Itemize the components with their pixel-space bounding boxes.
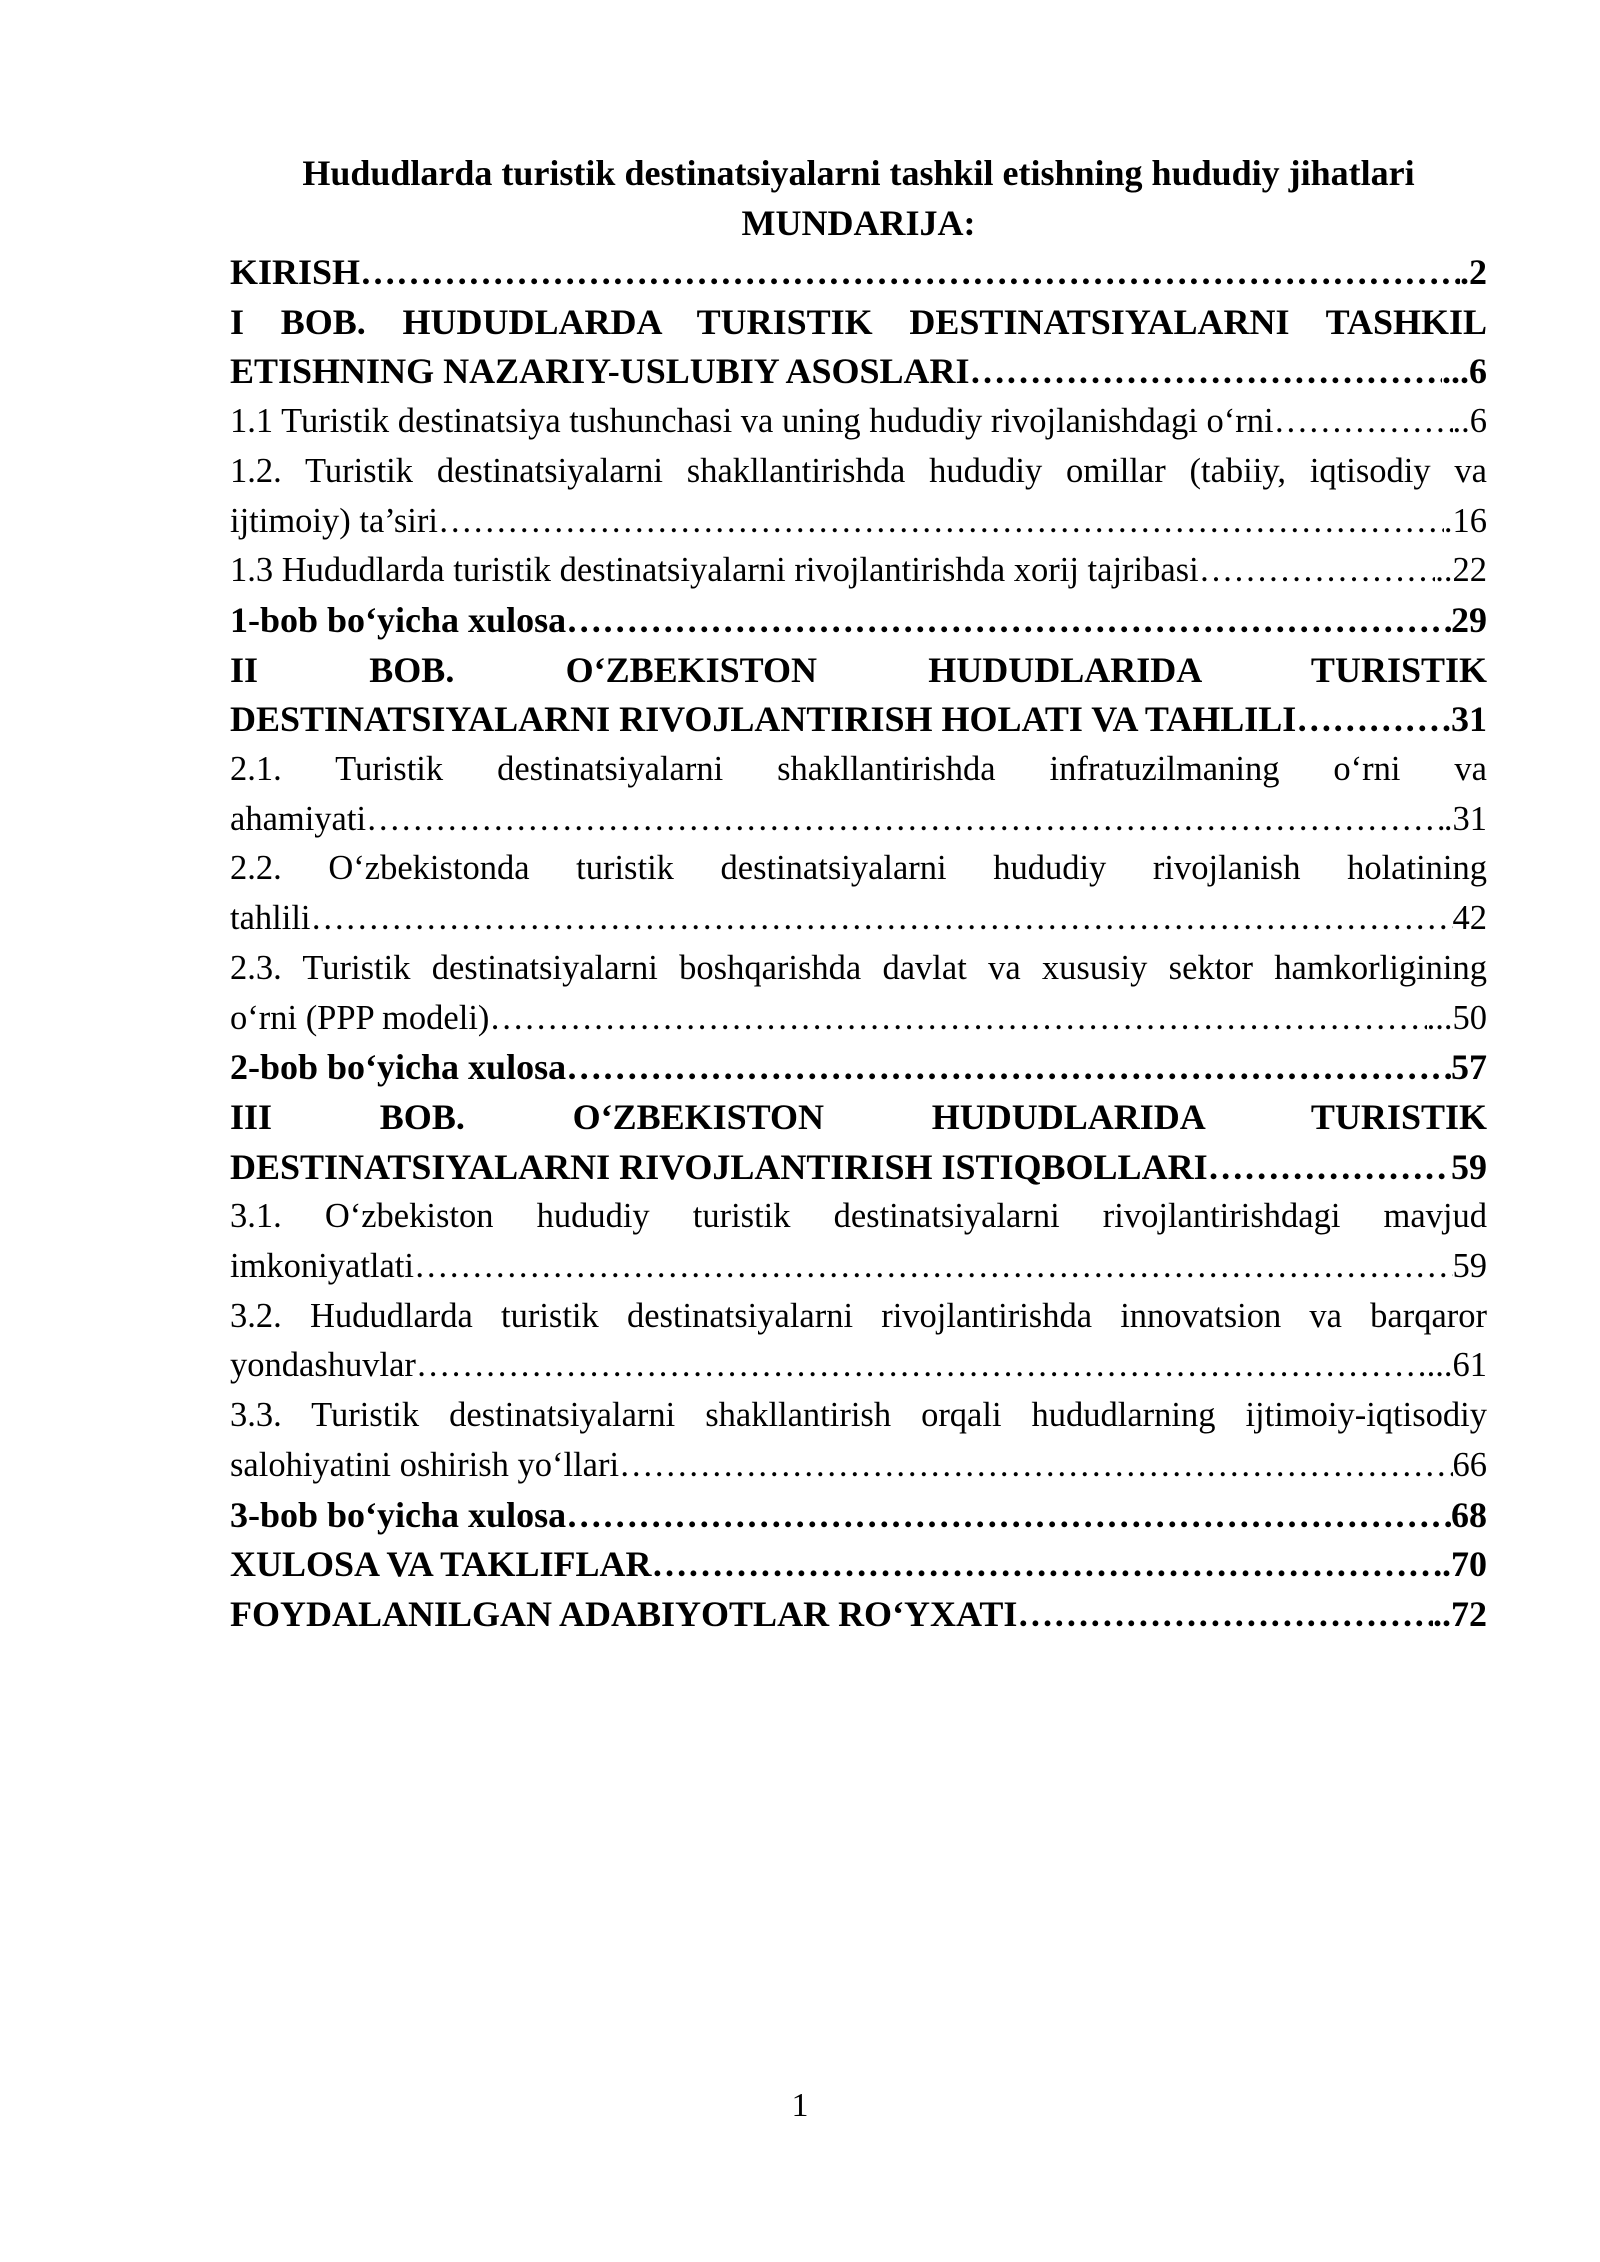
- dot-leader: [414, 1242, 1453, 1292]
- dot-leader: [416, 1341, 1427, 1391]
- toc-entry-page: .31: [1442, 699, 1487, 740]
- toc-entry-lead: II BOB. O‘ZBEKISTON HUDUDLARIDA TURISTIK: [230, 649, 1487, 690]
- toc-entry-kirish: [230, 248, 1487, 298]
- toc-entry-s2-1: [230, 745, 1487, 844]
- toc-entry-page: 59: [1452, 1247, 1487, 1286]
- toc-entry-s2-2: [230, 844, 1487, 943]
- dot-leader: [360, 248, 1460, 298]
- toc-entry-label: imkoniyatlati: [230, 1247, 414, 1286]
- toc-entry-label: KIRISH: [230, 252, 361, 292]
- toc-entry-xulosa3: [230, 1491, 1487, 1541]
- toc-entry-lead: III BOB. O‘ZBEKISTON HUDUDLARIDA TURISTIK: [230, 1096, 1487, 1137]
- toc-entry-page: .70: [1442, 1544, 1487, 1585]
- dot-leader: [1017, 1590, 1433, 1640]
- toc-entry-line: [230, 1491, 1487, 1541]
- dot-leader: [1274, 397, 1453, 447]
- toc-entry-label: tahlili: [230, 899, 311, 938]
- toc-entry-label: FOYDALANILGAN ADABIYOTLAR RO‘YXATI: [230, 1593, 1018, 1634]
- toc-entry-page: 59: [1451, 1146, 1487, 1187]
- dot-leader: [566, 1491, 1451, 1541]
- toc-entry-page: 57: [1451, 1047, 1487, 1088]
- toc-entry-label: o‘rni (PPP modeli): [230, 998, 490, 1037]
- toc-entry-label: XULOSA VA TAKLIFLAR: [230, 1544, 652, 1585]
- toc-entry-s2-3: [230, 944, 1487, 1043]
- toc-entry-label: ahamiyati: [230, 799, 367, 838]
- dot-leader: [489, 994, 1426, 1044]
- toc-entry-lead: 2.2. O‘zbekistonda turistik destinatsiyalarni hududiy rivojlanish holatining: [230, 849, 1487, 888]
- toc-entry-label: DESTINATSIYALARNI RIVOJLANTIRISH ISTIQBOLLARI: [230, 1146, 1208, 1187]
- toc-entry-xulosa: [230, 1540, 1487, 1590]
- dot-leader: [619, 1441, 1452, 1491]
- toc-entry-lead: 2.1. Turistik destinatsiyalarni shakllantirishda infratuzilmaning o‘rni va: [230, 750, 1487, 789]
- toc-entry-line: [230, 1540, 1487, 1590]
- toc-entry-label: ijtimoiy) ta’siri: [230, 501, 438, 540]
- toc-entry-adabiyot: [230, 1590, 1487, 1640]
- toc-entry-line: [230, 1590, 1487, 1640]
- toc-entry-s3-1: [230, 1192, 1487, 1291]
- toc-entry-line: [230, 795, 1487, 845]
- toc-entry-line: [230, 1341, 1487, 1391]
- table-of-contents: [230, 148, 1487, 1640]
- dot-leader: [651, 1540, 1442, 1590]
- toc-entry-page: 66: [1452, 1445, 1487, 1484]
- toc-entry-line: [230, 1043, 1487, 1093]
- toc-entry-line: [230, 994, 1487, 1044]
- dot-leader: [970, 347, 1442, 397]
- toc-entry-line: [230, 397, 1487, 447]
- toc-entry-label: 2-bob bo‘yicha xulosa: [230, 1047, 567, 1088]
- toc-entry-line: [230, 546, 1487, 596]
- toc-entry-bob2: [230, 646, 1487, 745]
- toc-entry-page: 42: [1452, 899, 1487, 938]
- toc-entry-line: [230, 596, 1487, 646]
- toc-entry-bob3: [230, 1093, 1487, 1192]
- toc-entry-lead: 1.2. Turistik destinatsiyalarni shakllantirishda hududiy omillar (tabiiy, iqtisodiy va: [230, 451, 1487, 490]
- dot-leader: [566, 1043, 1451, 1093]
- dot-leader: [311, 894, 1453, 944]
- toc-entry-page: ..6: [1452, 402, 1487, 441]
- toc-entry-label: 1-bob bo‘yicha xulosa: [230, 599, 567, 640]
- toc-entry-lead: 3.1. O‘zbekiston hududiy turistik destinatsiyalarni rivojlantirishdagi mavjud: [230, 1197, 1487, 1236]
- document-title: Hududlarda turistik destinatsiyalarni tashkil etishning hududiy jihatlari: [302, 153, 1415, 193]
- toc-entry-label: salohiyatini oshirish yo‘llari: [230, 1445, 620, 1484]
- toc-heading: MUNDARIJA:: [741, 203, 976, 243]
- page-number: 1: [791, 2087, 809, 2124]
- toc-entry-label: 1.1 Turistik destinatsiya tushunchasi va uning hududiy rivojlanishdagi o‘rni: [230, 402, 1274, 441]
- toc-entry-lead: I BOB. HUDUDLARDA TURISTIK DESTINATSIYALARNI TASHKIL: [230, 301, 1487, 342]
- toc-entry-line: [230, 347, 1487, 397]
- toc-entry-line: [230, 894, 1487, 944]
- toc-entry-s3-2: [230, 1292, 1487, 1391]
- toc-entry-line: [230, 1441, 1487, 1491]
- toc-entry-lead: 3.3. Turistik destinatsiyalarni shakllantirish orqali hududlarning ijtimoiy-iqtisodiy: [230, 1396, 1487, 1435]
- toc-entry-label: DESTINATSIYALARNI RIVOJLANTIRISH HOLATI VA TAHLILI: [230, 699, 1297, 740]
- dot-leader: [438, 497, 1444, 547]
- dot-leader: [1208, 1143, 1451, 1193]
- toc-entry-page: ...61: [1426, 1346, 1487, 1385]
- toc-entry-line: [230, 248, 1487, 298]
- toc-entry-label: yondashuvlar: [230, 1346, 416, 1385]
- toc-entry-page: .16: [1443, 501, 1487, 540]
- toc-entry-xulosa1: [230, 596, 1487, 646]
- dot-leader: [566, 596, 1451, 646]
- toc-entry-bob1: [230, 298, 1487, 397]
- toc-entry-page: 29: [1451, 599, 1487, 640]
- toc-entry-page: ..72: [1433, 1593, 1487, 1634]
- toc-entry-page: .31: [1443, 799, 1487, 838]
- toc-entry-line: [230, 497, 1487, 547]
- toc-entry-s1-3: [230, 546, 1487, 596]
- toc-entry-label: 3-bob bo‘yicha xulosa: [230, 1494, 567, 1535]
- dot-leader: [366, 795, 1444, 845]
- toc-entry-s1-2: [230, 447, 1487, 546]
- toc-entry-line: [230, 1242, 1487, 1292]
- toc-entry-lead: 2.3. Turistik destinatsiyalarni boshqarishda davlat va xususiy sektor hamkorligining: [230, 948, 1487, 987]
- toc-entry-lead: 3.2. Hududlarda turistik destinatsiyalarni rivojlantirishda innovatsion va barqaror: [230, 1296, 1487, 1335]
- dot-leader: [1199, 546, 1436, 596]
- toc-entry-s1-1: [230, 397, 1487, 447]
- toc-entry-s3-3: [230, 1391, 1487, 1490]
- toc-entry-line: [230, 1143, 1487, 1193]
- toc-entry-page: 68: [1451, 1494, 1487, 1535]
- toc-entry-label: 1.3 Hududlarda turistik destinatsiyalarni rivojlantirishda xorij tajribasi: [230, 551, 1199, 590]
- dot-leader: [1296, 695, 1442, 745]
- toc-entry-line: [230, 695, 1487, 745]
- toc-entry-page: ...50: [1426, 998, 1487, 1037]
- toc-entry-page: ..22: [1435, 551, 1487, 590]
- toc-entry-label: ETISHNING NAZARIY-USLUBIY ASOSLARI: [230, 351, 970, 392]
- toc-entry-page: ...6: [1442, 351, 1487, 392]
- toc-entry-page: .2: [1460, 252, 1487, 292]
- toc-entry-xulosa2: [230, 1043, 1487, 1093]
- toc-entries: [230, 248, 1487, 1640]
